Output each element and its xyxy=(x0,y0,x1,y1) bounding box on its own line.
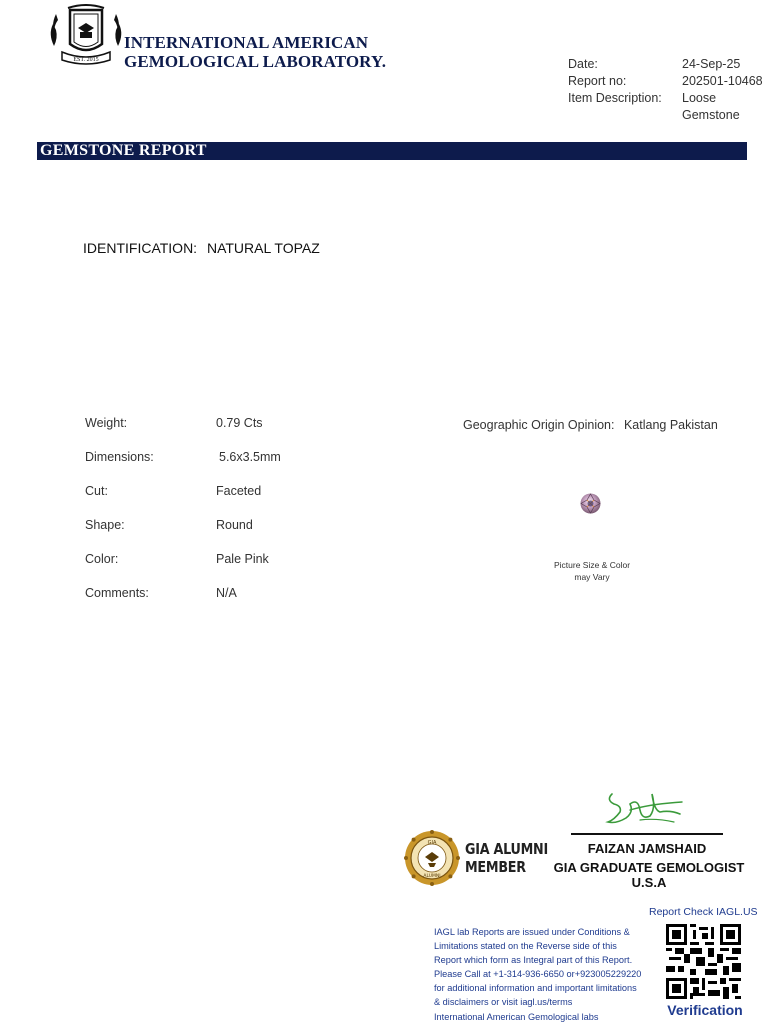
org-name-line1: INTERNATIONAL AMERICAN xyxy=(124,33,369,52)
picture-note-line1: Picture Size & Color xyxy=(553,560,631,570)
property-row xyxy=(85,586,385,620)
geographic-origin xyxy=(463,418,718,432)
report-no-label: Report no: xyxy=(568,74,627,88)
signature-line xyxy=(571,833,723,835)
report-no-value: 202501-10468 xyxy=(682,74,763,88)
color-label: Color: xyxy=(85,552,119,566)
verification-label: Verification xyxy=(667,1002,743,1018)
dimensions-label: Dimensions: xyxy=(85,450,154,464)
signature-image xyxy=(600,780,690,832)
report-meta-labels xyxy=(568,56,662,107)
property-row xyxy=(85,416,385,450)
picture-disclaimer xyxy=(545,559,639,583)
org-name-line2: GEMOLOGICAL LABORATORY. xyxy=(124,52,387,71)
origin-value: Katlang Pakistan xyxy=(623,418,718,432)
disclaimer-line: Please Call at +1-314-936-6650 or+923005229220 xyxy=(434,969,642,980)
cut-label: Cut: xyxy=(85,484,108,498)
origin-label: Geographic Origin Opinion: xyxy=(463,418,615,432)
property-row xyxy=(85,450,385,484)
comments-value: N/A xyxy=(216,586,237,600)
identification-label: IDENTIFICATION: xyxy=(83,240,198,256)
weight-value: 0.79 Cts xyxy=(216,416,263,430)
organization-name xyxy=(124,33,386,71)
signatory-name: FAIZAN JAMSHAID xyxy=(587,841,707,856)
gia-line1: GIA ALUMNI xyxy=(465,840,548,858)
disclaimer-line: International American Gemological labs xyxy=(434,1011,599,1022)
cut-value: Faceted xyxy=(216,484,262,498)
signatory-title: GIA GRADUATE GEMOLOGIST U.S.A xyxy=(553,860,745,890)
date-value: 24-Sep-25 xyxy=(682,57,741,71)
property-row xyxy=(85,552,385,586)
disclaimer-line: for additional information and important limitations xyxy=(434,983,637,994)
picture-note-line2: may Vary xyxy=(574,572,610,582)
identification xyxy=(83,240,320,256)
shape-value: Round xyxy=(216,518,253,532)
report-title: GEMSTONE REPORT xyxy=(40,142,207,159)
gia-alumni-seal xyxy=(404,830,460,886)
dimensions-value: 5.6x3.5mm xyxy=(219,450,281,464)
seal-bottom-text: ALUMNI xyxy=(423,874,441,879)
gia-line2: MEMBER xyxy=(465,858,526,876)
disclaimer-line: Report which form as Integral part of this Report. xyxy=(434,955,633,966)
item-description-value: Loose Gemstone xyxy=(682,91,740,122)
disclaimer-text xyxy=(434,925,654,1024)
identification-value: NATURAL TOPAZ xyxy=(206,240,320,256)
property-row xyxy=(85,484,385,518)
gia-alumni-member xyxy=(465,840,548,876)
seal-top-text: GIA xyxy=(427,840,437,846)
gemstone-photo xyxy=(580,493,601,514)
gem-properties xyxy=(85,416,385,620)
report-title-banner xyxy=(37,142,747,160)
report-check-link[interactable]: Report Check IAGL.US xyxy=(649,906,758,918)
disclaimer-line: Limitations stated on the Reverse side of this xyxy=(434,941,617,952)
verification-qr-code[interactable] xyxy=(666,924,741,999)
shape-label: Shape: xyxy=(85,518,125,532)
report-meta-values xyxy=(682,56,773,124)
weight-label: Weight: xyxy=(85,416,128,430)
disclaimer-line: IAGL lab Reports are issued under Conditions & xyxy=(434,927,630,937)
date-label: Date: xyxy=(568,57,598,71)
comments-label: Comments: xyxy=(85,586,149,600)
property-row xyxy=(85,518,385,552)
item-description-label: Item Description: xyxy=(568,91,662,105)
color-value: Pale Pink xyxy=(216,552,269,566)
logo-est-text: EST. 2015 xyxy=(73,57,99,63)
iagl-logo xyxy=(48,4,124,72)
disclaimer-line: & disclaimers or visit iagl.us/terms xyxy=(434,997,573,1008)
